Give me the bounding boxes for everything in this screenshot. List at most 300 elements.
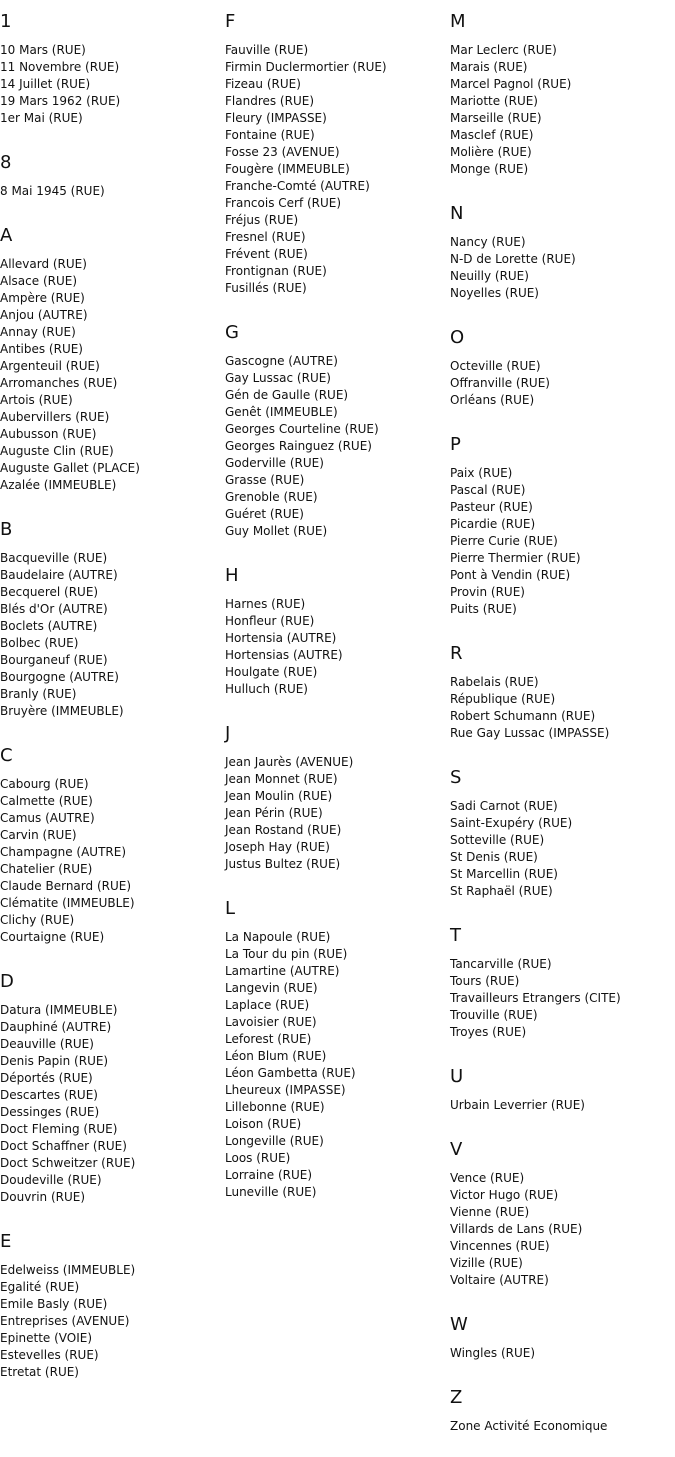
letter-heading: Z	[450, 1387, 463, 1408]
street-link[interactable]: Mar Leclerc (RUE)	[450, 43, 557, 57]
street-list-item	[450, 144, 675, 161]
street-list-item	[0, 290, 225, 307]
street-list-item	[0, 686, 225, 703]
street-list-item	[0, 1002, 225, 1019]
street-link[interactable]: Azalée (IMMEUBLE)	[0, 478, 117, 492]
street-link[interactable]: Vizille (RUE)	[450, 1256, 523, 1270]
street-list-item	[0, 827, 225, 844]
column-1	[0, 8, 225, 1403]
street-list-item	[225, 523, 450, 540]
street-link[interactable]: Bacqueville (RUE)	[0, 551, 108, 565]
street-link[interactable]: Doct Schweitzer (RUE)	[0, 1156, 136, 1170]
letter-group	[450, 431, 675, 618]
street-link[interactable]: Trouville (RUE)	[450, 1008, 538, 1022]
street-list-item	[225, 681, 450, 698]
street-list-item	[225, 1082, 450, 1099]
street-link[interactable]: Egalité (RUE)	[0, 1280, 80, 1294]
street-list-item	[0, 409, 225, 426]
street-link[interactable]: Monge (RUE)	[450, 162, 529, 176]
street-list-item	[0, 1070, 225, 1087]
street-list-item	[0, 929, 225, 946]
street-list-item	[450, 358, 675, 375]
street-link[interactable]: Justus Bultez (RUE)	[225, 857, 341, 871]
street-list	[225, 929, 450, 1201]
street-link[interactable]: Marcel Pagnol (RUE)	[450, 77, 572, 91]
street-list-item	[450, 798, 675, 815]
street-list-item	[0, 1138, 225, 1155]
street-list-item	[225, 489, 450, 506]
street-list	[450, 1097, 675, 1114]
street-list	[450, 465, 675, 618]
street-list-item	[450, 708, 675, 725]
street-list-item	[225, 754, 450, 771]
street-link[interactable]: Fusillés (RUE)	[225, 281, 307, 295]
street-list-item	[0, 1347, 225, 1364]
street-list-item	[0, 703, 225, 720]
street-link[interactable]: Champagne (AUTRE)	[0, 845, 127, 859]
street-link[interactable]: Epinette (VOIE)	[0, 1331, 93, 1345]
street-list-item	[225, 178, 450, 195]
letter-heading: J	[225, 723, 231, 744]
street-list-item	[450, 1204, 675, 1221]
street-list-item	[450, 832, 675, 849]
street-link[interactable]: Annay (RUE)	[0, 325, 76, 339]
street-list-item	[450, 1345, 675, 1362]
letter-group	[0, 742, 225, 946]
street-link[interactable]: Dessinges (RUE)	[0, 1105, 100, 1119]
street-link[interactable]: Marseille (RUE)	[450, 111, 542, 125]
street-link[interactable]: Jean Moulin (RUE)	[225, 789, 333, 803]
street-list-item	[450, 251, 675, 268]
street-link[interactable]: 11 Novembre (RUE)	[0, 60, 120, 74]
street-list-item	[0, 1189, 225, 1206]
street-link[interactable]: La Tour du pin (RUE)	[225, 947, 348, 961]
street-link[interactable]: Arromanches (RUE)	[0, 376, 118, 390]
street-list-item	[225, 455, 450, 472]
letter-group	[0, 8, 225, 127]
letter-heading: 8	[0, 152, 12, 173]
street-link[interactable]: Bourgogne (AUTRE)	[0, 670, 119, 684]
letter-heading: T	[450, 925, 461, 946]
street-link[interactable]: Neuilly (RUE)	[450, 269, 529, 283]
street-link[interactable]: Tours (RUE)	[450, 974, 520, 988]
street-link[interactable]: Aubervillers (RUE)	[0, 410, 110, 424]
street-link[interactable]: Houlgate (RUE)	[225, 665, 318, 679]
street-list-item	[0, 861, 225, 878]
street-link[interactable]: Victor Hugo (RUE)	[450, 1188, 559, 1202]
street-list-item	[450, 76, 675, 93]
street-link[interactable]: Travailleurs Etrangers (CITE)	[450, 991, 621, 1005]
street-link[interactable]: St Marcellin (RUE)	[450, 867, 558, 881]
street-link[interactable]: Doct Fleming (RUE)	[0, 1122, 118, 1136]
street-link[interactable]: Longeville (RUE)	[225, 1134, 324, 1148]
letter-heading: G	[225, 322, 239, 343]
street-link[interactable]: Antibes (RUE)	[0, 342, 83, 356]
letter-heading: P	[450, 434, 461, 455]
street-link[interactable]: Zone Activité Economique	[450, 1419, 608, 1433]
street-link[interactable]: Becquerel (RUE)	[0, 585, 99, 599]
street-list	[0, 183, 225, 200]
street-link[interactable]: Dauphiné (AUTRE)	[0, 1020, 112, 1034]
letter-heading: F	[225, 11, 236, 32]
street-link[interactable]: Doudeville (RUE)	[0, 1173, 102, 1187]
street-list-item	[450, 42, 675, 59]
street-link[interactable]: Bourganeuf (RUE)	[0, 653, 108, 667]
street-list-item	[0, 110, 225, 127]
street-link[interactable]: 14 Juillet (RUE)	[0, 77, 91, 91]
street-list-item	[225, 596, 450, 613]
street-list-item	[450, 533, 675, 550]
street-link[interactable]: Georges Courteline (RUE)	[225, 422, 379, 436]
street-list-item	[450, 1007, 675, 1024]
street-link[interactable]: Gascogne (AUTRE)	[225, 354, 338, 368]
street-link[interactable]: Saint-Exupéry (RUE)	[450, 816, 573, 830]
street-list-item	[225, 771, 450, 788]
street-link[interactable]: Alsace (RUE)	[0, 274, 78, 288]
column-3	[450, 8, 675, 1457]
letter-heading: M	[450, 11, 466, 32]
street-list-item	[0, 358, 225, 375]
letter-group	[450, 764, 675, 900]
street-list-item	[450, 866, 675, 883]
letter-group	[0, 1228, 225, 1381]
street-link[interactable]: Goderville (RUE)	[225, 456, 324, 470]
street-list-item	[0, 477, 225, 494]
street-list-item	[450, 1170, 675, 1187]
street-link[interactable]: 1er Mai (RUE)	[0, 111, 83, 125]
street-link[interactable]: Robert Schumann (RUE)	[450, 709, 596, 723]
street-link[interactable]: Paix (RUE)	[450, 466, 513, 480]
letter-heading: H	[225, 565, 239, 586]
street-list-item	[450, 584, 675, 601]
street-link[interactable]: Deauville (RUE)	[0, 1037, 94, 1051]
street-list-item	[450, 93, 675, 110]
letter-group	[0, 968, 225, 1206]
column-2	[225, 8, 450, 1223]
street-list-item	[0, 1364, 225, 1381]
street-list-item	[0, 375, 225, 392]
street-link[interactable]: Jean Monnet (RUE)	[225, 772, 338, 786]
street-link[interactable]: Anjou (AUTRE)	[0, 308, 88, 322]
street-link[interactable]: Joseph Hay (RUE)	[225, 840, 330, 854]
street-link[interactable]: Molière (RUE)	[450, 145, 532, 159]
street-link[interactable]: Fosse 23 (AVENUE)	[225, 145, 340, 159]
street-link[interactable]: Léon Gambetta (RUE)	[225, 1066, 356, 1080]
street-link[interactable]: Loos (RUE)	[225, 1151, 291, 1165]
street-link[interactable]: Camus (AUTRE)	[0, 811, 95, 825]
street-link[interactable]: Lavoisier (RUE)	[225, 1015, 317, 1029]
street-link[interactable]: Jean Périn (RUE)	[225, 806, 323, 820]
street-list-item	[450, 849, 675, 866]
street-list-item	[225, 839, 450, 856]
street-list-item	[225, 229, 450, 246]
street-list-item	[0, 1279, 225, 1296]
street-link[interactable]: Clichy (RUE)	[0, 913, 75, 927]
street-list-item	[225, 1133, 450, 1150]
street-link[interactable]: Douvrin (RUE)	[0, 1190, 86, 1204]
street-link[interactable]: Nancy (RUE)	[450, 235, 526, 249]
street-link[interactable]: Offranville (RUE)	[450, 376, 550, 390]
street-list-item	[450, 550, 675, 567]
street-link[interactable]: Voltaire (AUTRE)	[450, 1273, 549, 1287]
street-link[interactable]: Fresnel (RUE)	[225, 230, 306, 244]
street-link[interactable]: Provin (RUE)	[450, 585, 525, 599]
street-list-item	[0, 1121, 225, 1138]
street-link[interactable]: Ampère (RUE)	[0, 291, 85, 305]
street-link[interactable]: Franche-Comté (AUTRE)	[225, 179, 370, 193]
street-link[interactable]: Harnes (RUE)	[225, 597, 306, 611]
street-list-item	[450, 516, 675, 533]
street-link[interactable]: Fougère (IMMEUBLE)	[225, 162, 350, 176]
letter-heading: S	[450, 767, 462, 788]
street-link[interactable]: Fleury (IMPASSE)	[225, 111, 327, 125]
street-link[interactable]: Frontignan (RUE)	[225, 264, 327, 278]
street-link[interactable]: Grenoble (RUE)	[225, 490, 318, 504]
street-list	[450, 1418, 675, 1435]
street-link[interactable]: Sotteville (RUE)	[450, 833, 545, 847]
street-link[interactable]: Cabourg (RUE)	[0, 777, 89, 791]
street-link[interactable]: Léon Blum (RUE)	[225, 1049, 327, 1063]
street-link[interactable]: Vence (RUE)	[450, 1171, 525, 1185]
street-list-item	[225, 929, 450, 946]
letter-heading: A	[0, 225, 13, 246]
street-link[interactable]: Carvin (RUE)	[0, 828, 77, 842]
street-list-item	[225, 93, 450, 110]
street-link[interactable]: Noyelles (RUE)	[450, 286, 539, 300]
street-link[interactable]: St Denis (RUE)	[450, 850, 538, 864]
street-list-item	[0, 256, 225, 273]
street-link[interactable]: Fizeau (RUE)	[225, 77, 301, 91]
street-link[interactable]: Descartes (RUE)	[0, 1088, 98, 1102]
street-link[interactable]: Vienne (RUE)	[450, 1205, 530, 1219]
street-list-item	[0, 76, 225, 93]
street-link[interactable]: Argenteuil (RUE)	[0, 359, 100, 373]
street-link[interactable]: Chatelier (RUE)	[0, 862, 93, 876]
street-link[interactable]: Langevin (RUE)	[225, 981, 318, 995]
street-link[interactable]: Grasse (RUE)	[225, 473, 305, 487]
street-list-item	[0, 183, 225, 200]
street-link[interactable]: Picardie (RUE)	[450, 517, 536, 531]
street-link[interactable]: Lamartine (AUTRE)	[225, 964, 340, 978]
street-list-item	[450, 674, 675, 691]
street-link[interactable]: Orléans (RUE)	[450, 393, 535, 407]
street-link[interactable]: Georges Rainguez (RUE)	[225, 439, 372, 453]
street-list-item	[450, 1221, 675, 1238]
street-link[interactable]: Calmette (RUE)	[0, 794, 93, 808]
letter-group	[0, 149, 225, 200]
street-link[interactable]: Sadi Carnot (RUE)	[450, 799, 558, 813]
street-list-item	[0, 669, 225, 686]
street-link[interactable]: Datura (IMMEUBLE)	[0, 1003, 118, 1017]
street-link[interactable]: Estevelles (RUE)	[0, 1348, 99, 1362]
street-link[interactable]: Urbain Leverrier (RUE)	[450, 1098, 585, 1112]
street-link[interactable]: Masclef (RUE)	[450, 128, 534, 142]
street-link[interactable]: Aubusson (RUE)	[0, 427, 97, 441]
street-list	[450, 1170, 675, 1289]
street-link[interactable]: Tancarville (RUE)	[450, 957, 552, 971]
street-link[interactable]: Flandres (RUE)	[225, 94, 314, 108]
street-list-item	[225, 822, 450, 839]
street-link[interactable]: Luneville (RUE)	[225, 1185, 317, 1199]
street-link[interactable]: Mariotte (RUE)	[450, 94, 538, 108]
street-list-item	[0, 550, 225, 567]
street-list-item	[0, 307, 225, 324]
street-list-item	[0, 460, 225, 477]
street-link[interactable]: Clématite (IMMEUBLE)	[0, 896, 135, 910]
street-link[interactable]: Marais (RUE)	[450, 60, 528, 74]
street-list-item	[450, 725, 675, 742]
street-link[interactable]: Villards de Lans (RUE)	[450, 1222, 583, 1236]
letter-group	[450, 640, 675, 742]
street-link[interactable]: Doct Schaffner (RUE)	[0, 1139, 127, 1153]
street-list-item	[225, 246, 450, 263]
street-list	[0, 1002, 225, 1206]
street-link[interactable]: Lillebonne (RUE)	[225, 1100, 325, 1114]
street-list-item	[0, 584, 225, 601]
letter-group	[225, 319, 450, 540]
street-link[interactable]: Branly (RUE)	[0, 687, 77, 701]
street-list-item	[225, 946, 450, 963]
street-link[interactable]: Blés d'Or (AUTRE)	[0, 602, 108, 616]
letter-heading: D	[0, 971, 14, 992]
street-link[interactable]: Fréjus (RUE)	[225, 213, 299, 227]
street-link[interactable]: Rue Gay Lussac (IMPASSE)	[450, 726, 610, 740]
street-link[interactable]: Bruyère (IMMEUBLE)	[0, 704, 124, 718]
letter-group	[450, 1136, 675, 1289]
street-list-item	[225, 856, 450, 873]
street-link[interactable]: Claude Bernard (RUE)	[0, 879, 132, 893]
street-link[interactable]: Fontaine (RUE)	[225, 128, 315, 142]
street-link[interactable]: Auguste Clin (RUE)	[0, 444, 114, 458]
street-list-item	[450, 59, 675, 76]
street-list-item	[0, 844, 225, 861]
letter-heading: O	[450, 327, 465, 348]
street-link[interactable]: Baudelaire (AUTRE)	[0, 568, 118, 582]
street-link[interactable]: Bolbec (RUE)	[0, 636, 79, 650]
street-link[interactable]: La Napoule (RUE)	[225, 930, 331, 944]
letter-heading: L	[225, 898, 236, 919]
street-link[interactable]: Guy Mollet (RUE)	[225, 524, 328, 538]
street-list	[0, 776, 225, 946]
street-link[interactable]: Wingles (RUE)	[450, 1346, 536, 1360]
street-list	[450, 674, 675, 742]
street-list-item	[0, 776, 225, 793]
letter-group	[450, 922, 675, 1041]
street-link[interactable]: Honfleur (RUE)	[225, 614, 315, 628]
street-link[interactable]: Octeville (RUE)	[450, 359, 541, 373]
street-link[interactable]: St Raphaël (RUE)	[450, 884, 553, 898]
street-list-item	[0, 635, 225, 652]
street-link[interactable]: Denis Papin (RUE)	[0, 1054, 109, 1068]
street-list-item	[225, 1184, 450, 1201]
street-link[interactable]: Frévent (RUE)	[225, 247, 308, 261]
street-link[interactable]: Jean Jaurès (AVENUE)	[225, 755, 354, 769]
letter-heading: R	[450, 643, 463, 664]
street-link[interactable]: Fauville (RUE)	[225, 43, 309, 57]
street-link[interactable]: Hulluch (RUE)	[225, 682, 308, 696]
street-link[interactable]: Allevard (RUE)	[0, 257, 87, 271]
street-link[interactable]: Pasteur (RUE)	[450, 500, 533, 514]
street-link[interactable]: Firmin Duclermortier (RUE)	[225, 60, 387, 74]
street-list-item	[450, 567, 675, 584]
street-link[interactable]: Puits (RUE)	[450, 602, 517, 616]
letter-group	[225, 562, 450, 698]
street-link[interactable]: Gén de Gaulle (RUE)	[225, 388, 349, 402]
street-list	[450, 42, 675, 178]
street-link[interactable]: Rabelais (RUE)	[450, 675, 539, 689]
street-list-item	[450, 1255, 675, 1272]
street-link[interactable]: 8 Mai 1945 (RUE)	[0, 184, 105, 198]
street-link[interactable]: N-D de Lorette (RUE)	[450, 252, 576, 266]
street-link[interactable]: Lheureux (IMPASSE)	[225, 1083, 346, 1097]
letter-group	[0, 222, 225, 494]
street-list	[225, 42, 450, 297]
street-list-item	[225, 664, 450, 681]
street-link[interactable]: Courtaigne (RUE)	[0, 930, 105, 944]
street-link[interactable]: Genêt (IMMEUBLE)	[225, 405, 338, 419]
street-list-item	[450, 956, 675, 973]
street-link[interactable]: Troyes (RUE)	[450, 1025, 527, 1039]
street-list-item	[450, 1097, 675, 1114]
street-link[interactable]: Leforest (RUE)	[225, 1032, 312, 1046]
street-link[interactable]: Pascal (RUE)	[450, 483, 526, 497]
street-link[interactable]: Gay Lussac (RUE)	[225, 371, 331, 385]
street-link[interactable]: Francois Cerf (RUE)	[225, 196, 342, 210]
street-link[interactable]: Entreprises (AVENUE)	[0, 1314, 130, 1328]
street-list-item	[225, 613, 450, 630]
street-list-item	[225, 370, 450, 387]
street-link[interactable]: Lorraine (RUE)	[225, 1168, 313, 1182]
street-list-item	[450, 815, 675, 832]
street-link[interactable]: Boclets (AUTRE)	[0, 619, 98, 633]
street-link[interactable]: Vincennes (RUE)	[450, 1239, 550, 1253]
street-link[interactable]: Hortensias (AUTRE)	[225, 648, 343, 662]
street-link[interactable]: 19 Mars 1962 (RUE)	[0, 94, 121, 108]
street-link[interactable]: Jean Rostand (RUE)	[225, 823, 342, 837]
street-link[interactable]: Auguste Gallet (PLACE)	[0, 461, 140, 475]
letter-group	[450, 200, 675, 302]
street-link[interactable]: Pierre Thermier (RUE)	[450, 551, 581, 565]
street-link[interactable]: Artois (RUE)	[0, 393, 73, 407]
street-list	[225, 353, 450, 540]
letter-group	[450, 324, 675, 409]
street-list-item	[225, 980, 450, 997]
street-link[interactable]: 10 Mars (RUE)	[0, 43, 86, 57]
street-link[interactable]: Guéret (RUE)	[225, 507, 304, 521]
street-list-item	[0, 93, 225, 110]
letter-heading: N	[450, 203, 464, 224]
letter-group	[225, 895, 450, 1201]
street-list-item	[225, 805, 450, 822]
street-link[interactable]: Pont à Vendin (RUE)	[450, 568, 571, 582]
street-link[interactable]: Laplace (RUE)	[225, 998, 310, 1012]
street-list	[225, 754, 450, 873]
street-link[interactable]: Loison (RUE)	[225, 1117, 302, 1131]
street-list-item	[0, 42, 225, 59]
street-link[interactable]: Déportés (RUE)	[0, 1071, 93, 1085]
street-list-item	[0, 273, 225, 290]
street-link[interactable]: Pierre Curie (RUE)	[450, 534, 558, 548]
street-list-item	[0, 443, 225, 460]
street-link[interactable]: République (RUE)	[450, 692, 556, 706]
street-link[interactable]: Hortensia (AUTRE)	[225, 631, 337, 645]
street-link[interactable]: Edelweiss (IMMEUBLE)	[0, 1263, 136, 1277]
street-list-item	[0, 1019, 225, 1036]
street-list-item	[225, 1048, 450, 1065]
street-link[interactable]: Emile Basly (RUE)	[0, 1297, 108, 1311]
street-link[interactable]: Etretat (RUE)	[0, 1365, 79, 1379]
street-list	[450, 956, 675, 1041]
